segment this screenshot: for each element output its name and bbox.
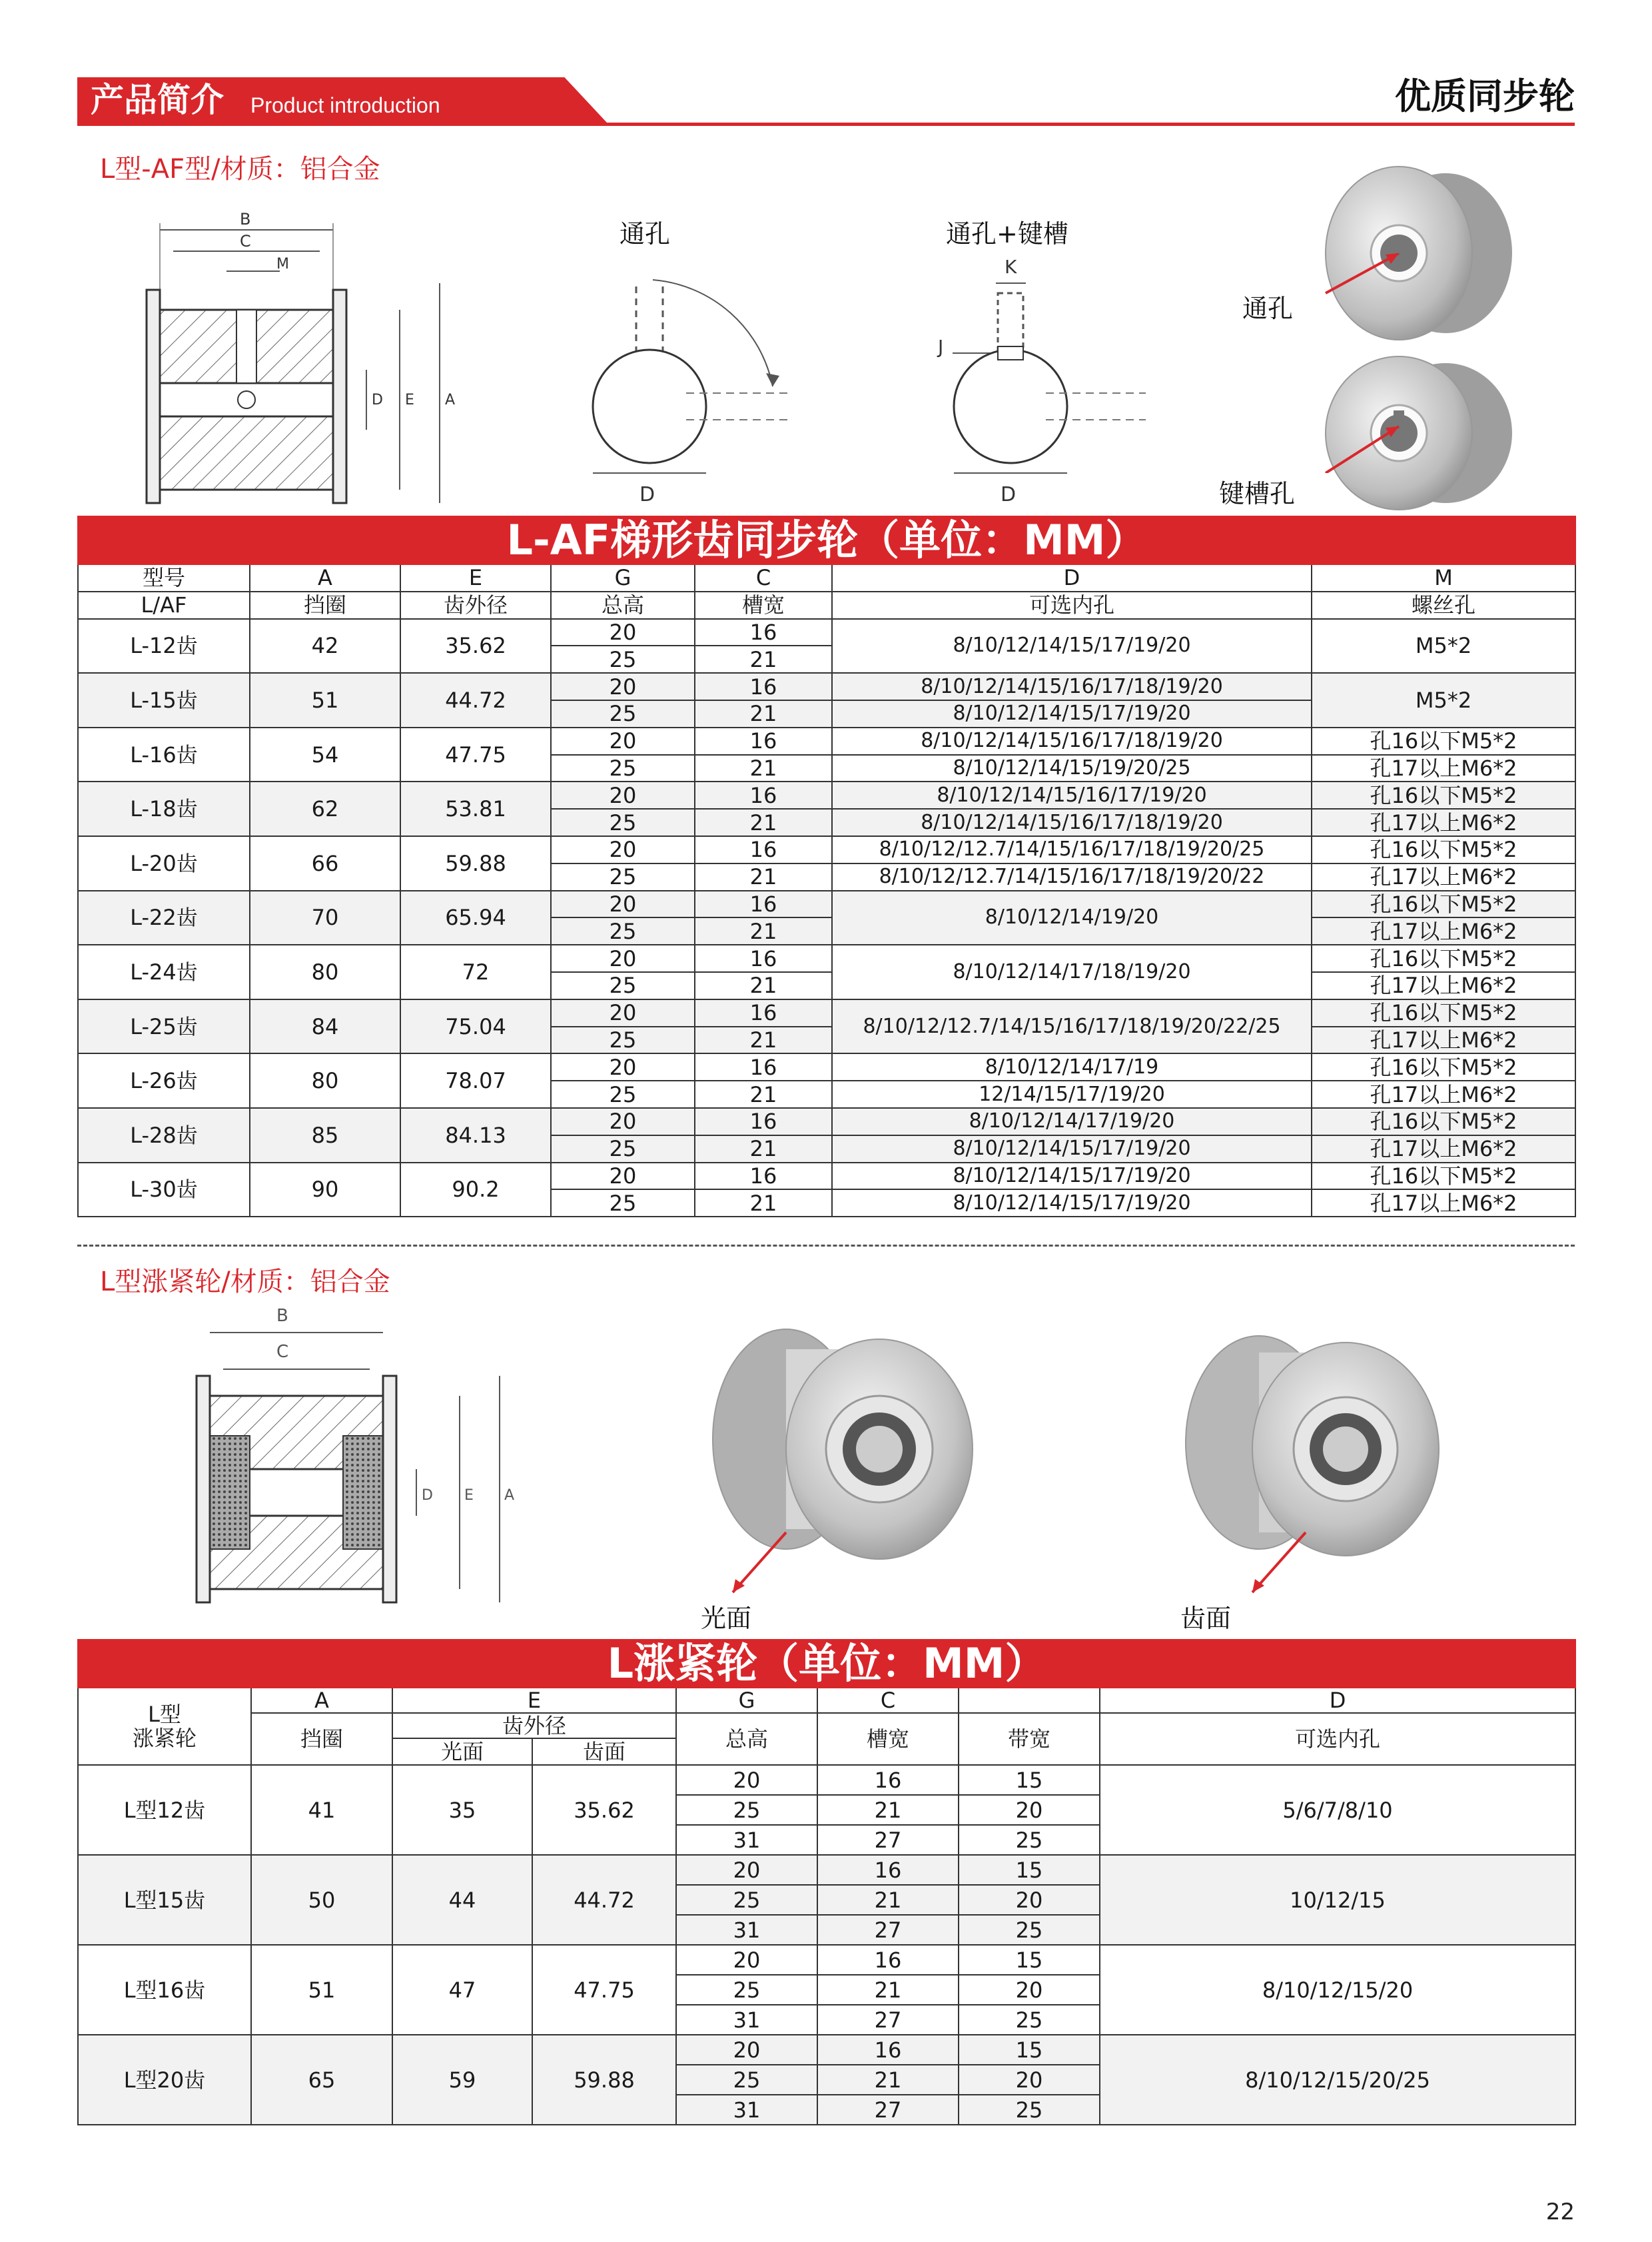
column-header: 总高 [676,1713,817,1765]
d-cell: 8/10/12/14/15/17/19/20 [832,1163,1312,1190]
d-cell: 5/6/7/8/10 [1100,1765,1575,1855]
c-cell: 27 [817,1825,959,1855]
m-cell: 孔17以上M6*2 [1312,1189,1575,1217]
dim-k-label: K [1005,256,1017,278]
column-header: 型号 [78,564,250,592]
column-header: M [1312,564,1575,592]
m-cell: M5*2 [1312,673,1575,728]
a-cell: 51 [251,1945,392,2035]
table-row [78,1945,1575,1975]
idler-dim-e-label: E [464,1487,474,1504]
table-row [78,891,1575,918]
d-cell: 12/14/15/17/19/20 [832,1081,1312,1108]
c-cell: 27 [817,2095,959,2125]
c-cell: 21 [695,917,832,945]
table-row [78,1108,1575,1135]
d-cell: 8/10/12/15/20/25 [1100,2035,1575,2125]
g-cell: 20 [551,999,695,1027]
column-header: 螺丝孔 [1312,592,1575,619]
table-row [78,728,1575,755]
pulley-section-drawing [140,210,486,510]
dim-e-label: E [405,392,414,408]
column-header: G [551,564,695,592]
a-cell: 42 [250,619,400,674]
idler-dim-c-label: C [276,1342,289,1362]
column-header: 槽宽 [817,1713,959,1765]
model-cell: L-28齿 [78,1108,250,1163]
column-header: D [832,564,1312,592]
d-cell: 8/10/12/14/17/19 [832,1053,1312,1081]
column-header: 光面 [392,1738,532,1765]
c-cell: 16 [817,1945,959,1975]
table-row [78,836,1575,863]
g-cell: 25 [551,972,695,999]
g-cell: 31 [676,2005,817,2035]
through-hole-label: 通孔 [620,219,671,249]
a-cell: 70 [250,891,400,945]
g-cell: 20 [676,2035,817,2065]
c-cell: 16 [695,782,832,809]
m-cell: 孔16以下M5*2 [1312,836,1575,863]
belt-width-cell: 25 [959,1825,1100,1855]
column-header: A [250,564,400,592]
d-cell: 8/10/12/14/17/19/20 [832,1108,1312,1135]
d-cell: 10/12/15 [1100,1855,1575,1945]
belt-width-cell: 25 [959,2005,1100,2035]
e-cell: 72 [400,945,551,999]
table-title: L-AF梯形齿同步轮（单位：MM） [78,516,1575,564]
d-cell: 8/10/12/14/17/18/19/20 [832,945,1312,999]
g-cell: 20 [551,782,695,809]
c-cell: 16 [695,891,832,918]
c-cell: 21 [695,1081,832,1108]
header-title-cn: 产品简介 [91,81,224,119]
dim-d-label: D [372,392,383,408]
d-cell: 8/10/12/14/15/16/17/19/20 [832,782,1312,809]
belt-width-cell: 20 [959,1885,1100,1915]
m-cell: 孔16以下M5*2 [1312,999,1575,1027]
column-header: 挡圈 [250,592,400,619]
m-cell: 孔17以上M6*2 [1312,1027,1575,1054]
m-cell: 孔17以上M6*2 [1312,1135,1575,1163]
header-title-en: Product introduction [250,93,440,117]
g-cell: 25 [676,1975,817,2005]
model-header: L型 涨紧轮 [78,1688,251,1765]
dim-d2-label: D [639,483,655,506]
m-cell: 孔17以上M6*2 [1312,1081,1575,1108]
m-cell: 孔16以下M5*2 [1312,1053,1575,1081]
table-title: L涨紧轮（单位：MM） [78,1640,1575,1688]
g-cell: 20 [551,1163,695,1190]
belt-width-cell: 15 [959,2035,1100,2065]
dim-j-label: J [938,336,944,358]
e-cell: 44.72 [400,673,551,728]
a-cell: 50 [251,1855,392,1945]
d-cell: 8/10/12/14/15/19/20/25 [832,755,1312,782]
table-row [78,945,1575,972]
column-header: C [695,564,832,592]
g-cell: 25 [551,917,695,945]
e-cell: 53.81 [400,782,551,836]
c-cell: 21 [817,1885,959,1915]
header-rule [77,123,1575,126]
table-row [78,2035,1575,2065]
column-header: D [1100,1688,1575,1713]
model-cell: L-24齿 [78,945,250,999]
a-cell: 41 [251,1765,392,1855]
a-cell: 90 [250,1163,400,1217]
g-cell: 20 [551,619,695,646]
c-cell: 21 [695,972,832,999]
model-cell: L-15齿 [78,673,250,728]
photo-label-keyway-hole: 键槽孔 [1219,479,1296,508]
a-cell: 84 [250,999,400,1054]
g-cell: 25 [551,1189,695,1217]
g-cell: 20 [676,1765,817,1795]
a-cell: 54 [250,728,400,782]
table-row [78,1765,1575,1795]
c-cell: 16 [695,1108,832,1135]
d-cell: 8/10/12/14/15/16/17/18/19/20 [832,728,1312,755]
g-cell: 20 [551,728,695,755]
column-header: 槽宽 [695,592,832,619]
m-cell: 孔17以上M6*2 [1312,809,1575,836]
e-smooth-cell: 47 [392,1945,532,2035]
table-row [78,619,1575,646]
column-header [959,1688,1100,1713]
page-number: 22 [1545,2199,1575,2225]
c-cell: 16 [695,836,832,863]
column-header: 齿面 [532,1738,676,1765]
m-cell: 孔16以下M5*2 [1312,1163,1575,1190]
column-header: L/AF [78,592,250,619]
section-divider [77,1245,1575,1247]
e-smooth-cell: 35 [392,1765,532,1855]
table-header-row [78,592,1575,619]
d-cell: 8/10/12/14/15/17/19/20 [832,1189,1312,1217]
column-header: 齿外径 [392,1713,676,1738]
g-cell: 25 [551,755,695,782]
model-cell: L-26齿 [78,1053,250,1108]
g-cell: 25 [551,1027,695,1054]
g-cell: 20 [551,836,695,863]
a-cell: 51 [250,673,400,728]
photo-arrows [1266,253,1439,473]
column-header: 可选内孔 [1100,1713,1575,1765]
g-cell: 25 [551,809,695,836]
e-cell: 59.88 [400,836,551,891]
dim-a-label: A [445,392,456,408]
belt-width-cell: 25 [959,1915,1100,1945]
m-cell: 孔16以下M5*2 [1312,1108,1575,1135]
e-cell: 90.2 [400,1163,551,1217]
model-cell: L型20齿 [78,2035,251,2125]
c-cell: 21 [817,2065,959,2095]
g-cell: 20 [551,673,695,700]
photo-label-through-hole: 通孔 [1242,294,1294,323]
column-header: 挡圈 [251,1713,392,1765]
c-cell: 21 [695,863,832,891]
g-cell: 20 [676,1945,817,1975]
belt-width-cell: 25 [959,2095,1100,2125]
a-cell: 85 [250,1108,400,1163]
model-cell: L-30齿 [78,1163,250,1217]
c-cell: 16 [695,1053,832,1081]
e-smooth-cell: 44 [392,1855,532,1945]
c-cell: 16 [695,728,832,755]
g-cell: 20 [551,1053,695,1081]
dim-b-label: B [240,210,251,229]
keyway-hole-label: 通孔+键槽 [946,219,1068,249]
model-cell: L型12齿 [78,1765,251,1855]
d-cell: 8/10/12/14/15/16/17/18/19/20 [832,673,1312,700]
c-cell: 16 [817,1855,959,1885]
c-cell: 21 [695,700,832,728]
column-header: 总高 [551,592,695,619]
d-cell: 8/10/12/14/19/20 [832,891,1312,945]
catalog-title: 优质同步轮 [1395,75,1575,117]
model-cell: L型16齿 [78,1945,251,2035]
dim-d3-label: D [1001,483,1017,506]
g-cell: 20 [551,1108,695,1135]
d-cell: 8/10/12/12.7/14/15/16/17/18/19/20/25 [832,836,1312,863]
l-af-spec-table [77,516,1576,1217]
d-cell: 8/10/12/14/15/17/19/20 [832,1135,1312,1163]
table-header-row [78,564,1575,592]
idler-photo-arrows [719,1526,1386,1599]
dim-c-label: C [240,232,251,251]
e-cell: 47.75 [400,728,551,782]
through-hole-drawing [573,253,793,506]
c-cell: 21 [695,646,832,673]
c-cell: 27 [817,2005,959,2035]
d-cell: 8/10/12/14/15/17/19/20 [832,619,1312,674]
d-cell: 8/10/12/15/20 [1100,1945,1575,2035]
model-cell: L-22齿 [78,891,250,945]
g-cell: 31 [676,1825,817,1855]
e-cell: 75.04 [400,999,551,1054]
e-toothed-cell: 47.75 [532,1945,676,2035]
g-cell: 20 [551,945,695,972]
photo-label-toothed: 齿面 [1180,1604,1232,1633]
belt-width-cell: 15 [959,1945,1100,1975]
c-cell: 21 [817,1975,959,2005]
table-row [78,1053,1575,1081]
g-cell: 25 [551,646,695,673]
table-row [78,782,1575,809]
e-toothed-cell: 35.62 [532,1765,676,1855]
c-cell: 16 [695,945,832,972]
g-cell: 25 [551,1135,695,1163]
e-cell: 78.07 [400,1053,551,1108]
idler-dim-a-label: A [504,1487,515,1504]
model-cell: L-16齿 [78,728,250,782]
model-cell: L-18齿 [78,782,250,836]
d-cell: 8/10/12/14/15/16/17/18/19/20 [832,809,1312,836]
section2-title: L型涨紧轮/材质：铝合金 [100,1267,390,1297]
model-cell: L-20齿 [78,836,250,891]
column-header: E [392,1688,676,1713]
a-cell: 80 [250,945,400,999]
section1-title: L型-AF型/材质：铝合金 [100,154,380,185]
e-toothed-cell: 59.88 [532,2035,676,2125]
m-cell: 孔17以上M6*2 [1312,755,1575,782]
a-cell: 66 [250,836,400,891]
d-cell: 8/10/12/12.7/14/15/16/17/18/19/20/22/25 [832,999,1312,1054]
column-header: E [400,564,551,592]
belt-width-cell: 20 [959,1975,1100,2005]
table-row [78,1855,1575,1885]
table-row [78,673,1575,700]
column-header: 带宽 [959,1713,1100,1765]
c-cell: 16 [695,673,832,700]
c-cell: 27 [817,1915,959,1945]
m-cell: M5*2 [1312,619,1575,674]
m-cell: 孔17以上M6*2 [1312,917,1575,945]
c-cell: 16 [695,999,832,1027]
c-cell: 21 [695,1135,832,1163]
dim-m-label: M [276,256,289,273]
g-cell: 31 [676,1915,817,1945]
g-cell: 25 [551,700,695,728]
g-cell: 25 [676,1795,817,1825]
g-cell: 31 [676,2095,817,2125]
g-cell: 25 [551,1081,695,1108]
a-cell: 80 [250,1053,400,1108]
m-cell: 孔17以上M6*2 [1312,863,1575,891]
table-row [78,999,1575,1027]
column-header: 可选内孔 [832,592,1312,619]
c-cell: 21 [817,1795,959,1825]
column-header: G [676,1688,817,1713]
m-cell: 孔16以下M5*2 [1312,945,1575,972]
g-cell: 20 [551,891,695,918]
d-cell: 8/10/12/14/15/17/19/20 [832,700,1312,728]
e-cell: 84.13 [400,1108,551,1163]
belt-width-cell: 15 [959,1765,1100,1795]
model-cell: L-12齿 [78,619,250,674]
c-cell: 16 [695,1163,832,1190]
g-cell: 25 [676,2065,817,2095]
belt-width-cell: 20 [959,1795,1100,1825]
model-cell: L-25齿 [78,999,250,1054]
a-cell: 62 [250,782,400,836]
m-cell: 孔17以上M6*2 [1312,972,1575,999]
column-header: C [817,1688,959,1713]
column-header: A [251,1688,392,1713]
belt-width-cell: 20 [959,2065,1100,2095]
belt-width-cell: 15 [959,1855,1100,1885]
c-cell: 21 [695,1027,832,1054]
m-cell: 孔16以下M5*2 [1312,728,1575,755]
d-cell: 8/10/12/12.7/14/15/16/17/18/19/20/22 [832,863,1312,891]
keyway-hole-drawing [926,253,1146,506]
c-cell: 16 [695,619,832,646]
g-cell: 20 [676,1855,817,1885]
a-cell: 65 [251,2035,392,2125]
e-smooth-cell: 59 [392,2035,532,2125]
e-cell: 35.62 [400,619,551,674]
e-toothed-cell: 44.72 [532,1855,676,1945]
m-cell: 孔16以下M5*2 [1312,782,1575,809]
e-cell: 65.94 [400,891,551,945]
table-row [78,1163,1575,1190]
l-idler-spec-table [77,1639,1576,2125]
c-cell: 16 [817,2035,959,2065]
m-cell: 孔16以下M5*2 [1312,891,1575,918]
idler-section-drawing [190,1303,536,1616]
c-cell: 21 [695,809,832,836]
column-header: 齿外径 [400,592,551,619]
g-cell: 25 [551,863,695,891]
c-cell: 21 [695,1189,832,1217]
idler-dim-b-label: B [276,1306,288,1326]
c-cell: 21 [695,755,832,782]
idler-dim-d-label: D [422,1487,433,1504]
c-cell: 16 [817,1765,959,1795]
photo-label-smooth: 光面 [701,1604,752,1633]
model-cell: L型15齿 [78,1855,251,1945]
g-cell: 25 [676,1885,817,1915]
